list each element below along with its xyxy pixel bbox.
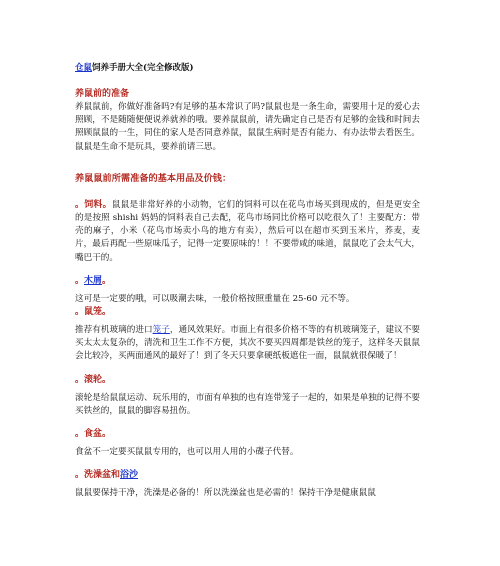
sawdust-text: 这可是一定要的哦，可以吸潮去味，一般价格按照重量在 25-60 元不等。 [75, 293, 355, 304]
document-title [75, 62, 420, 74]
feed-item [75, 199, 420, 265]
cage-bullet: 。 [75, 307, 85, 318]
sawdust-link[interactable]: 木屑 [84, 275, 103, 286]
wheel-text: 滚轮是给鼠鼠运动、玩乐用的，市面有单独的也有连带笼子一起的，如果是单独的记得不要买铁丝的，鼠鼠的脚容易扭伤。 [75, 392, 420, 416]
intro-heading: 养鼠前的准备 [75, 89, 130, 99]
feed-label: 饲料。 [84, 199, 112, 210]
intro-paragraph: 养鼠鼠前，你做好准备吗?有足够的基本常识了吗?鼠鼠也是一条生命，需要用十足的爱心去照顾，不是随随便便说养就养的哦。要养鼠鼠前，请先确定自己是否有足够的金钱和时间去照顾鼠鼠的一生，同住的家人是否同意养鼠，鼠鼠生病时是否有能力、有办法带去看医生。鼠鼠是生命不是玩具，要养前请三思。 [75, 102, 420, 152]
bath-label: 洗澡盆和 [84, 470, 121, 481]
document-page [75, 62, 420, 500]
bowl-bullet: 。 [75, 429, 85, 440]
wheel-label: 滚轮。 [84, 374, 112, 385]
sawdust-bullet: 。 [75, 275, 85, 286]
title-link[interactable]: 仓鼠 [75, 63, 93, 73]
feed-text: 鼠鼠是非常好养的小动物，它们的饲料可以在花鸟市场买到现成的，但是更安全的是按照 shishi 妈妈的饲料表自己去配，花鸟市场同比价格可以吃很久了！主要配方：带壳的麻子，小米（花鸟市场卖小鸟的地方有卖），然后可以在超市买到玉米片，荞麦，麦片，最后再配一些原味瓜子，记得一定要原味的！！不要带咸的味道，鼠鼠吃了会太气大，嘴巴干的。 [75, 199, 420, 263]
wheel-heading [75, 374, 420, 387]
cage-label: 鼠笼。 [84, 307, 112, 318]
bowl-heading [75, 428, 420, 441]
bowl-text: 食盆不一定要买鼠鼠专用的，也可以用人用的小碟子代替。 [75, 447, 299, 458]
cage-heading [75, 306, 420, 319]
cage-text [75, 324, 420, 364]
sawdust-suffix: 。 [102, 275, 112, 286]
wheel-bullet: 。 [75, 374, 85, 385]
cage-link[interactable]: 笼子 [152, 325, 170, 336]
sawdust-heading [75, 275, 420, 288]
bath-text: 鼠鼠要保持干净，洗澡是必备的！所以洗澡盆也是必需的！保持干净是健康鼠鼠 [75, 488, 376, 499]
bath-bullet: 。 [75, 470, 85, 481]
cage-text-after: ，通风效果好。市面上有很多价格不等的有机玻璃笼子，建议不要买太太太复杂的，清洗和卫生工作不方便，其次不要买四周都是铁丝的笼子，这样冬天鼠鼠会比较冷，买两面通风的最好了！到了冬天只要拿硬纸板遮住一面，鼠鼠就很保暖了！ [75, 325, 420, 362]
bath-heading [75, 469, 420, 482]
title-rest: 饲养手册大全(完全修改版) [92, 63, 194, 73]
bowl-label: 食盆。 [84, 429, 112, 440]
supplies-heading: 养鼠鼠前所需准备的基本用品及价钱： [75, 172, 232, 184]
feed-bullet: 。 [75, 199, 85, 210]
cage-text-before: 推荐有机玻璃的进口 [75, 325, 153, 336]
bath-sand-link[interactable]: 浴沙 [120, 470, 139, 481]
